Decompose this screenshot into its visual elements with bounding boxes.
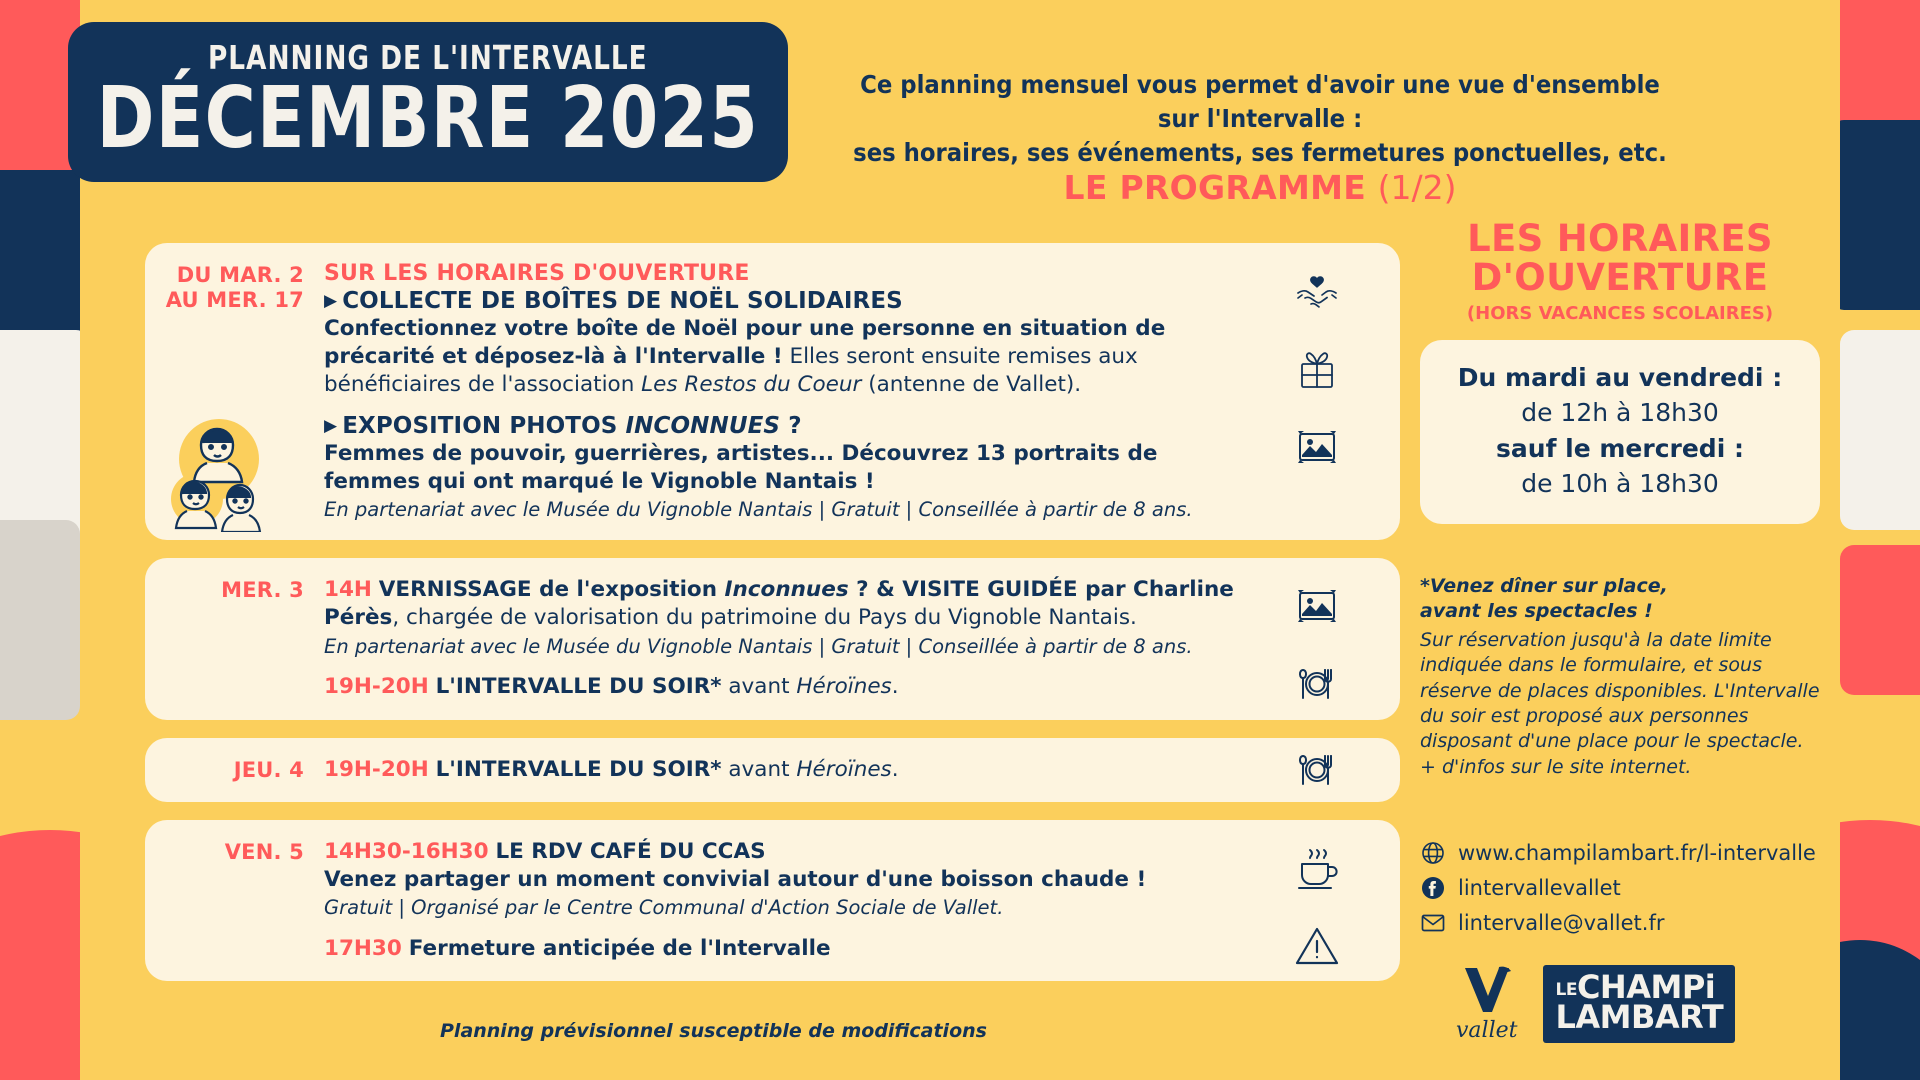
event-hour: 14H — [324, 577, 372, 603]
sidebar-dinner-note — [1420, 574, 1820, 780]
event-title-text: COLLECTE DE BOÎTES DE NOËL SOLIDAIRES — [342, 288, 903, 314]
event-title-collecte — [324, 288, 1250, 314]
event-body — [320, 838, 1250, 963]
mail-icon — [1420, 910, 1446, 936]
event-line-fermeture — [324, 935, 1250, 963]
event-line-italic: Héroïnes — [796, 756, 892, 782]
expo-desc-bold: Femmes de pouvoir, guerrières, artistes... Découvrez 13 portraits de femmes qui ont marqué le Vignoble Nantais ! — [324, 440, 1158, 494]
event-hour: 19H-20H — [324, 674, 429, 700]
expo-title-post: ? — [780, 412, 802, 439]
event-line-italic: Héroïnes — [796, 674, 892, 700]
opening-hours-card — [1420, 340, 1820, 524]
logo-champilambart — [1543, 965, 1735, 1043]
event-red-heading: SUR LES HORAIRES D'OUVERTURE — [324, 261, 750, 286]
programme-part: (1/2) — [1377, 168, 1457, 207]
event-date — [145, 576, 320, 701]
event-hour: 19H-20H — [324, 756, 429, 782]
sidebar-subtitle: (HORS VACANCES SCOLAIRES) — [1466, 302, 1774, 324]
event-description-exposition — [324, 440, 1250, 496]
event-desc-italic: Les Restos du Coeur — [641, 371, 862, 397]
event-date-line-1: DU MAR. 2 — [176, 263, 304, 287]
programme-label: LE PROGRAMME — [1063, 168, 1367, 207]
hours-line-2: de 12h à 18h30 — [1521, 398, 1719, 428]
event-line-vernissage — [324, 576, 1250, 633]
poster-subtitle: PLANNING DE L'INTERVALLE — [208, 38, 648, 78]
sidebar-title — [1420, 217, 1820, 299]
logo-vallet — [1456, 964, 1517, 1043]
event-line-italic: Inconnues — [724, 577, 849, 603]
vallet-bird-icon — [1459, 964, 1515, 1016]
event-icons — [1262, 243, 1372, 540]
event-description-collecte — [324, 315, 1250, 399]
event-note: Gratuit | Organisé par le Centre Communal d'Action Sociale de Vallet. — [324, 896, 1004, 920]
poster-title-card — [68, 22, 788, 182]
event-body — [320, 756, 1250, 784]
dining-icon — [1291, 658, 1343, 710]
triangle-right-icon: ▶ — [324, 291, 338, 311]
contact-website-label: www.champilambart.fr/l-intervalle — [1458, 840, 1816, 865]
event-card-rdv-cafe[interactable] — [145, 820, 1400, 981]
event-line-rest: , chargée de valorisation du patrimoine du Pays du Vignoble Nantais. — [392, 605, 1137, 631]
footer-note: Planning prévisionnel susceptible de modifications — [440, 1020, 987, 1042]
contact-email-label: lintervalle@vallet.fr — [1458, 910, 1665, 935]
dining-icon — [1291, 744, 1343, 796]
event-line-bold: L'INTERVALLE DU SOIR* — [435, 756, 722, 782]
intro-paragraph — [851, 68, 1669, 169]
event-icons — [1262, 820, 1372, 981]
logo-group — [1420, 964, 1820, 1043]
triangle-right-icon: ▶ — [324, 415, 338, 436]
heart-hands-icon — [1291, 265, 1343, 317]
event-line-bold: L'INTERVALLE DU SOIR* — [435, 674, 722, 700]
logo-champi-line-2: LAMBART — [1555, 998, 1724, 1037]
hours-line-3: sauf le mercredi : — [1496, 433, 1744, 463]
event-line-rest: avant — [721, 674, 797, 700]
contact-website[interactable] — [1420, 840, 1820, 866]
gift-icon — [1291, 343, 1343, 395]
event-line-bold-b: ? & VISITE GUIDÉE par Charline Pérès — [324, 577, 1234, 631]
note-bold-line-1: *Venez dîner sur place, — [1420, 574, 1668, 597]
event-card-intervalle-soir[interactable] — [145, 738, 1400, 802]
event-hour: 17H30 — [324, 935, 402, 961]
sidebar-title-line-1: LES HORAIRES — [1467, 217, 1773, 260]
facebook-icon — [1420, 875, 1446, 901]
event-desc-rest: Elles seront ensuite remises aux bénéficiaires de l'association — [324, 343, 1138, 397]
event-line-intervalle-soir — [324, 673, 1250, 701]
event-card-vernissage[interactable] — [145, 558, 1400, 719]
event-line-bold-a: VERNISSAGE de l'exposition — [378, 577, 725, 603]
event-date-line-2: AU MER. 17 — [165, 287, 304, 312]
expo-title-italic: INCONNUES — [625, 412, 781, 439]
event-line-rdv-cafe — [324, 838, 1250, 866]
event-body — [320, 261, 1250, 522]
hours-line-1: Du mardi au vendredi : — [1457, 362, 1783, 392]
event-line-bold: Fermeture anticipée de l'Intervalle — [408, 935, 831, 961]
event-hour: 14H30-16H30 — [324, 838, 489, 864]
event-line-end: . — [891, 674, 899, 700]
photo-frame-icon — [1291, 580, 1343, 632]
event-desc-bold: Venez partager un moment convivial autour d'une boisson chaude ! — [324, 867, 1147, 893]
warning-icon — [1291, 920, 1343, 972]
event-desc-end: (antenne de Vallet). — [861, 371, 1082, 397]
note-body: Sur réservation jusqu'à la date limite indiquée dans le formulaire, et sous réserve de places disponibles. L'Intervalle du soir est proposé aux personnes disposant d'une place pour le spectacle. + d'infos sur le site internet. — [1420, 629, 1820, 778]
women-portraits-illustration — [167, 407, 275, 532]
expo-title-pre: EXPOSITION PHOTOS — [342, 412, 626, 439]
event-date — [145, 838, 320, 963]
event-note-exposition: En partenariat avec le Musée du Vignoble Nantais | Gratuit | Conseillée à partir de 8 ans. — [324, 497, 1193, 521]
contact-facebook-label: lintervallevallet — [1458, 875, 1621, 900]
event-icons — [1262, 558, 1372, 719]
coffee-icon — [1291, 842, 1343, 894]
event-line-end: . — [891, 756, 899, 782]
event-description — [324, 866, 1250, 894]
intro-line-2: ses horaires, ses événements, ses fermetures ponctuelles, etc. — [853, 137, 1667, 167]
globe-icon — [1420, 840, 1446, 866]
opening-hours-sidebar — [1420, 217, 1820, 1043]
schedule-list — [145, 243, 1400, 999]
programme-heading — [820, 168, 1700, 207]
logo-champi-main: CHAMPi — [1576, 968, 1716, 1007]
event-title-exposition — [324, 413, 1250, 439]
sidebar-title-line-2: D'OUVERTURE — [1471, 255, 1769, 299]
note-bold-line-2: avant les spectacles ! — [1420, 599, 1653, 622]
contact-facebook[interactable] — [1420, 875, 1820, 901]
event-date-line-1: MER. 3 — [221, 578, 304, 603]
contact-list — [1420, 840, 1820, 936]
event-icons — [1262, 738, 1372, 802]
event-line-intervalle-soir — [324, 756, 1250, 784]
contact-email[interactable] — [1420, 910, 1820, 936]
event-note: En partenariat avec le Musée du Vignoble Nantais | Gratuit | Conseillée à partir de 8 ans. — [324, 634, 1193, 658]
logo-vallet-text: vallet — [1456, 1017, 1518, 1043]
event-line-bold: LE RDV CAFÉ DU CCAS — [495, 838, 766, 864]
event-line-rest: avant — [721, 756, 797, 782]
event-date-line-1: VEN. 5 — [224, 839, 304, 864]
event-body — [320, 576, 1250, 701]
event-date-line-1: JEU. 4 — [233, 757, 304, 782]
intro-line-1: Ce planning mensuel vous permet d'avoir une vue d'ensemble sur l'Intervalle : — [860, 70, 1660, 133]
hours-line-4: de 10h à 18h30 — [1521, 469, 1719, 499]
photo-frame-icon — [1291, 421, 1343, 473]
event-date — [145, 756, 320, 784]
event-desc-bold: Confectionnez votre boîte de Noël pour une personne en situation de précarité et déposez-là à l'Intervalle ! — [324, 316, 1166, 369]
poster-title: DÉCEMBRE 2025 — [96, 69, 760, 169]
logo-champi-prefix: LE — [1555, 980, 1577, 1001]
event-card-collecte-exposition[interactable] — [145, 243, 1400, 540]
